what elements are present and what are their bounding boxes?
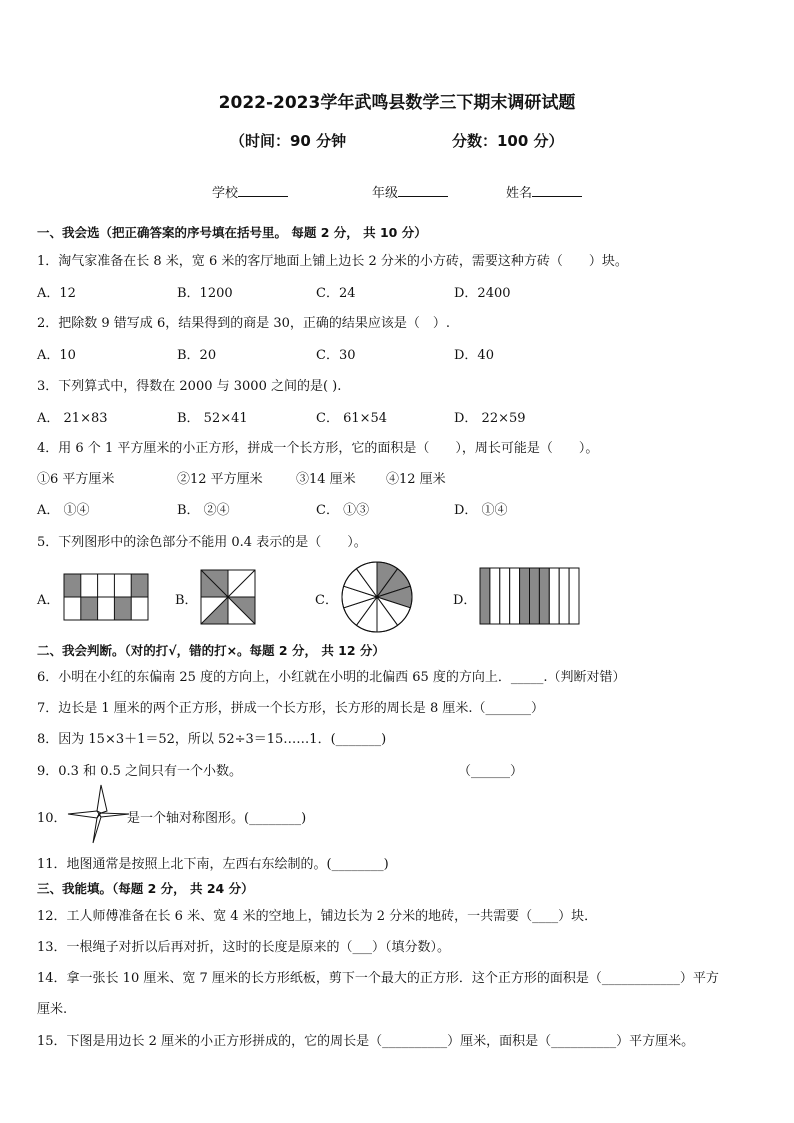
- question-14-continued: 厘米.: [37, 1002, 68, 1017]
- q3-option-d[interactable]: D． 22×59: [454, 411, 526, 426]
- strip-cell: [520, 568, 530, 624]
- question-2: 2．把除数 9 错写成 6，结果得到的商是 30，正确的结果应该是（ ）.: [37, 316, 451, 331]
- strip-cell: [480, 568, 490, 624]
- q1-option-d[interactable]: D．2400: [454, 286, 511, 301]
- q5-option-b[interactable]: B．: [175, 593, 198, 608]
- q4-option-c[interactable]: C． ①③: [316, 503, 370, 518]
- question-8: 8．因为 15×3＋1＝52，所以 52÷3＝15……1．(_______): [37, 732, 387, 747]
- question-4: 4．用 6 个 1 平方厘米的小正方形，拼成一个长方形，它的面积是（ ），周长可能是（ ）。: [37, 441, 599, 456]
- q4-item-3: ③14 厘米: [296, 472, 356, 487]
- q2-option-b[interactable]: B．20: [177, 348, 217, 363]
- question-12: 12．工人师傅准备在长 6 米、宽 4 米的空地上，铺边长为 2 分米的地砖，一共需要（____）块．: [37, 909, 598, 924]
- school-field[interactable]: 学校: [212, 182, 288, 201]
- q1-option-a[interactable]: A．12: [37, 286, 76, 301]
- question-10-number: 10．: [37, 811, 67, 826]
- strip-cell: [559, 568, 569, 624]
- q5-option-a[interactable]: A．: [37, 593, 60, 608]
- strip-cell: [549, 568, 559, 624]
- question-11: 11．地图通常是按照上北下南，左西右东绘制的。(________): [37, 857, 389, 872]
- grade-field[interactable]: 年级: [372, 182, 448, 201]
- q3-option-c[interactable]: C． 61×54: [316, 411, 388, 426]
- time-limit: （时间：90 分钟: [230, 132, 347, 150]
- strip-cell: [569, 568, 579, 624]
- q5-figure-b-square: [200, 569, 256, 625]
- question-7: 7．边长是 1 厘米的两个正方形，拼成一个长方形，长方形的周长是 8 厘米.（_______）: [37, 701, 544, 716]
- question-5: 5．下列图形中的涂色部分不能用 0.4 表示的是（ ）。: [37, 535, 367, 550]
- strip-cell: [490, 568, 500, 624]
- strip-cell: [500, 568, 510, 624]
- section-1-heading: 一、我会选（把正确答案的序号填在括号里。 每题 2 分， 共 10 分）: [37, 225, 427, 240]
- question-15: 15．下图是用边长 2 厘米的小正方形拼成的，它的周长是（__________）厘米，面积是（__________）平方厘米。: [37, 1034, 695, 1049]
- q5-option-d[interactable]: D．: [453, 593, 477, 608]
- q3-option-b[interactable]: B． 52×41: [177, 411, 248, 426]
- q4-item-1: ①6 平方厘米: [37, 472, 115, 487]
- strips-d-cells: [480, 568, 579, 624]
- q9-answer-blank[interactable]: （______）: [458, 764, 524, 779]
- question-1: 1．淘气家准备在长 8 米，宽 6 米的客厅地面上铺上边长 2 分米的小方砖，需要这种方砖（ ）块。: [37, 254, 628, 269]
- q4-item-4: ④12 厘米: [386, 472, 446, 487]
- q5-figure-c-circle: [340, 560, 414, 634]
- q4-option-b[interactable]: B． ②④: [177, 503, 230, 518]
- question-6: 6．小明在小红的东偏南 25 度的方向上，小红就在小明的北偏西 65 度的方向上．_____.（判断对错）: [37, 670, 626, 685]
- question-13: 13．一根绳子对折以后再对折，这时的长度是原来的（___）（填分数）。: [37, 940, 451, 955]
- q5-option-c[interactable]: C．: [315, 593, 338, 608]
- q4-option-a[interactable]: A． ①④: [37, 503, 90, 518]
- question-9: 9．0.3 和 0.5 之间只有一个小数。: [37, 764, 243, 779]
- q1-option-b[interactable]: B．1200: [177, 286, 233, 301]
- question-10-text: 是一个轴对称图形。(________): [127, 811, 307, 826]
- strip-cell: [530, 568, 540, 624]
- q3-option-a[interactable]: A． 21×83: [37, 411, 108, 426]
- q5-figure-a-grid: [63, 573, 149, 621]
- q2-option-d[interactable]: D．40: [454, 348, 494, 363]
- q4-option-d[interactable]: D． ①④: [454, 503, 508, 518]
- question-3: 3．下列算式中，得数在 2000 与 3000 之间的是( ).: [37, 379, 342, 394]
- section-2-heading: 二、我会判断。（对的打√，错的打×。每题 2 分， 共 12 分）: [37, 643, 385, 658]
- q2-option-a[interactable]: A．10: [37, 348, 76, 363]
- strip-cell: [539, 568, 549, 624]
- q1-option-c[interactable]: C．24: [316, 286, 356, 301]
- q2-option-c[interactable]: C．30: [316, 348, 356, 363]
- question-14: 14．拿一张长 10 厘米、宽 7 厘米的长方形纸板，剪下一个最大的正方形．这个正方形的面积是（____________）平方: [37, 971, 719, 986]
- q4-item-2: ②12 平方厘米: [177, 472, 263, 487]
- page-title: 2022-2023学年武鸣县数学三下期末调研试题: [218, 93, 576, 113]
- q10-pinwheel-figure: [66, 783, 132, 845]
- strip-cell: [510, 568, 520, 624]
- section-3-heading: 三、我能填。（每题 2 分， 共 24 分）: [37, 881, 254, 896]
- name-field[interactable]: 姓名: [506, 182, 582, 201]
- q5-figure-d-strips: [479, 567, 580, 625]
- total-score: 分数：100 分）: [452, 132, 564, 150]
